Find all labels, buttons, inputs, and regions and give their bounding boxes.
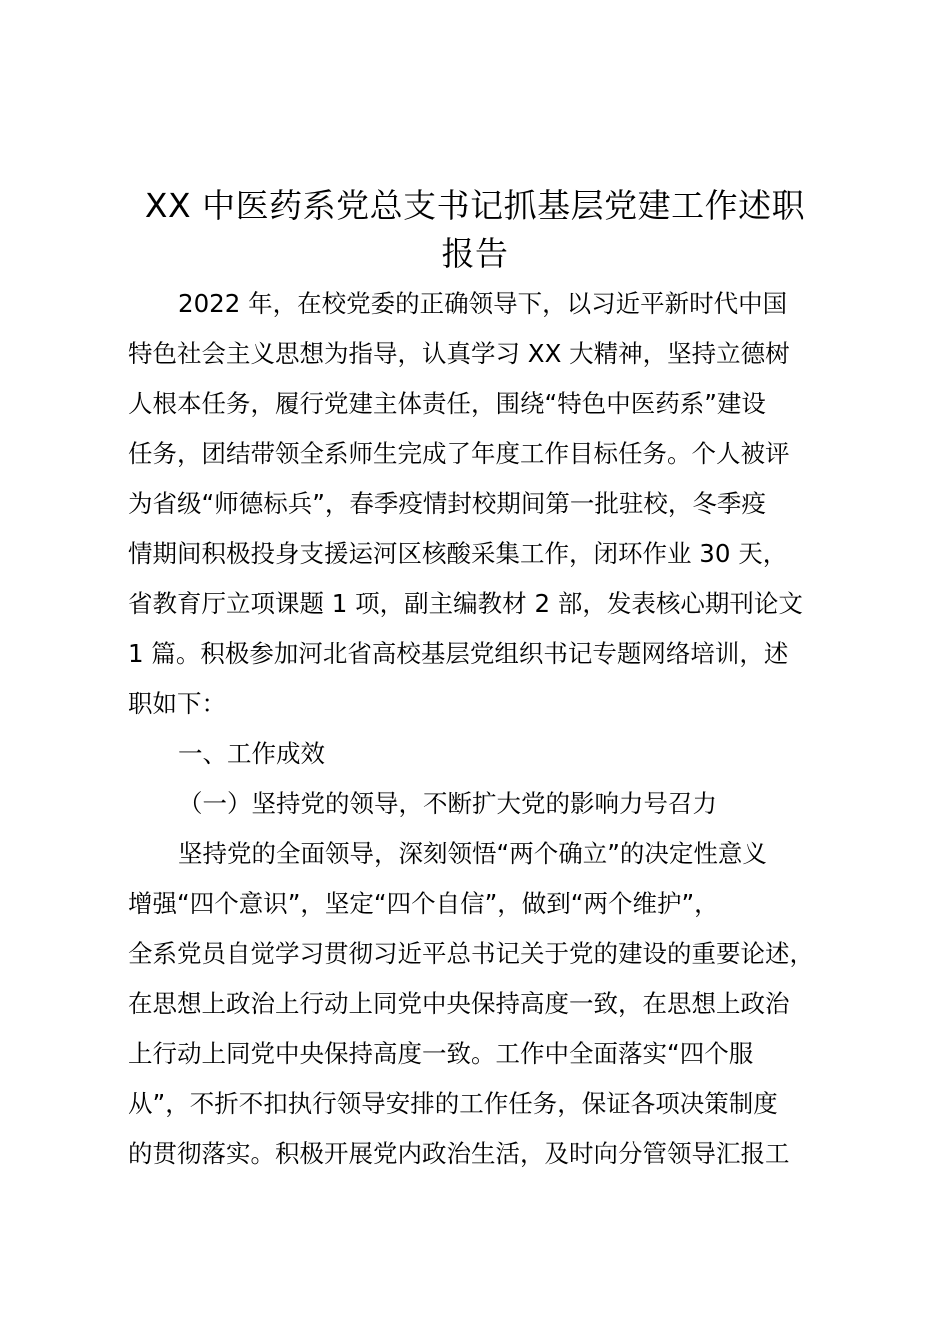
body-line-5: 上行动上同党中央保持高度一致。工作中全面落实“四个服 bbox=[128, 1039, 754, 1068]
body-line-6: 从”，不折不扣执行领导安排的工作任务，保证各项决策制度 bbox=[128, 1089, 778, 1118]
body-line-4: 在思想上政治上行动上同党中央保持高度一致，在思想上政治 bbox=[128, 989, 790, 1018]
title-line-2: 报告 bbox=[441, 234, 509, 273]
intro-line-5: 为省级“师德标兵”，春季疫情封校期间第一批驻校，冬季疫 bbox=[128, 489, 766, 518]
body-line-7: 的贯彻落实。积极开展党内政治生活，及时向分管领导汇报工 bbox=[128, 1139, 790, 1168]
intro-line-6: 情期间积极投身支援运河区核酸采集工作，闭环作业 30 天， bbox=[128, 539, 788, 568]
body-line-3: 全系党员自觉学习贯彻习近平总书记关于党的建设的重要论述， bbox=[128, 939, 814, 968]
body-line-2: 增强“四个意识”，坚定“四个自信”，做到“两个维护”， bbox=[128, 889, 719, 918]
intro-line-8: 1 篇。积极参加河北省高校基层党组织书记专题网络培训，述 bbox=[128, 639, 789, 668]
intro-line-4: 任务，团结带领全系师生完成了年度工作目标任务。个人被评 bbox=[128, 439, 790, 468]
intro-line-2: 特色社会主义思想为指导，认真学习 XX 大精神，坚持立德树 bbox=[128, 339, 790, 368]
document-title bbox=[100, 182, 850, 278]
intro-line-3: 人根本任务，履行党建主体责任，围绕“特色中医药系”建设 bbox=[128, 389, 766, 418]
title-line-1: XX 中医药系党总支书记抓基层党建工作述职 bbox=[144, 186, 806, 225]
intro-line-1: 2022 年，在校党委的正确领导下，以习近平新时代中国 bbox=[178, 289, 788, 318]
subsection-heading: （一）坚持党的领导，不断扩大党的影响力号召力 bbox=[178, 789, 717, 818]
intro-line-7: 省教育厅立项课题 1 项，副主编教材 2 部，发表核心期刊论文 bbox=[128, 589, 803, 618]
intro-line-9: 职如下： bbox=[128, 689, 226, 718]
section-heading: 一、工作成效 bbox=[178, 739, 325, 768]
body-line-1: 坚持党的全面领导，深刻领悟“两个确立”的决定性意义 bbox=[178, 839, 767, 868]
